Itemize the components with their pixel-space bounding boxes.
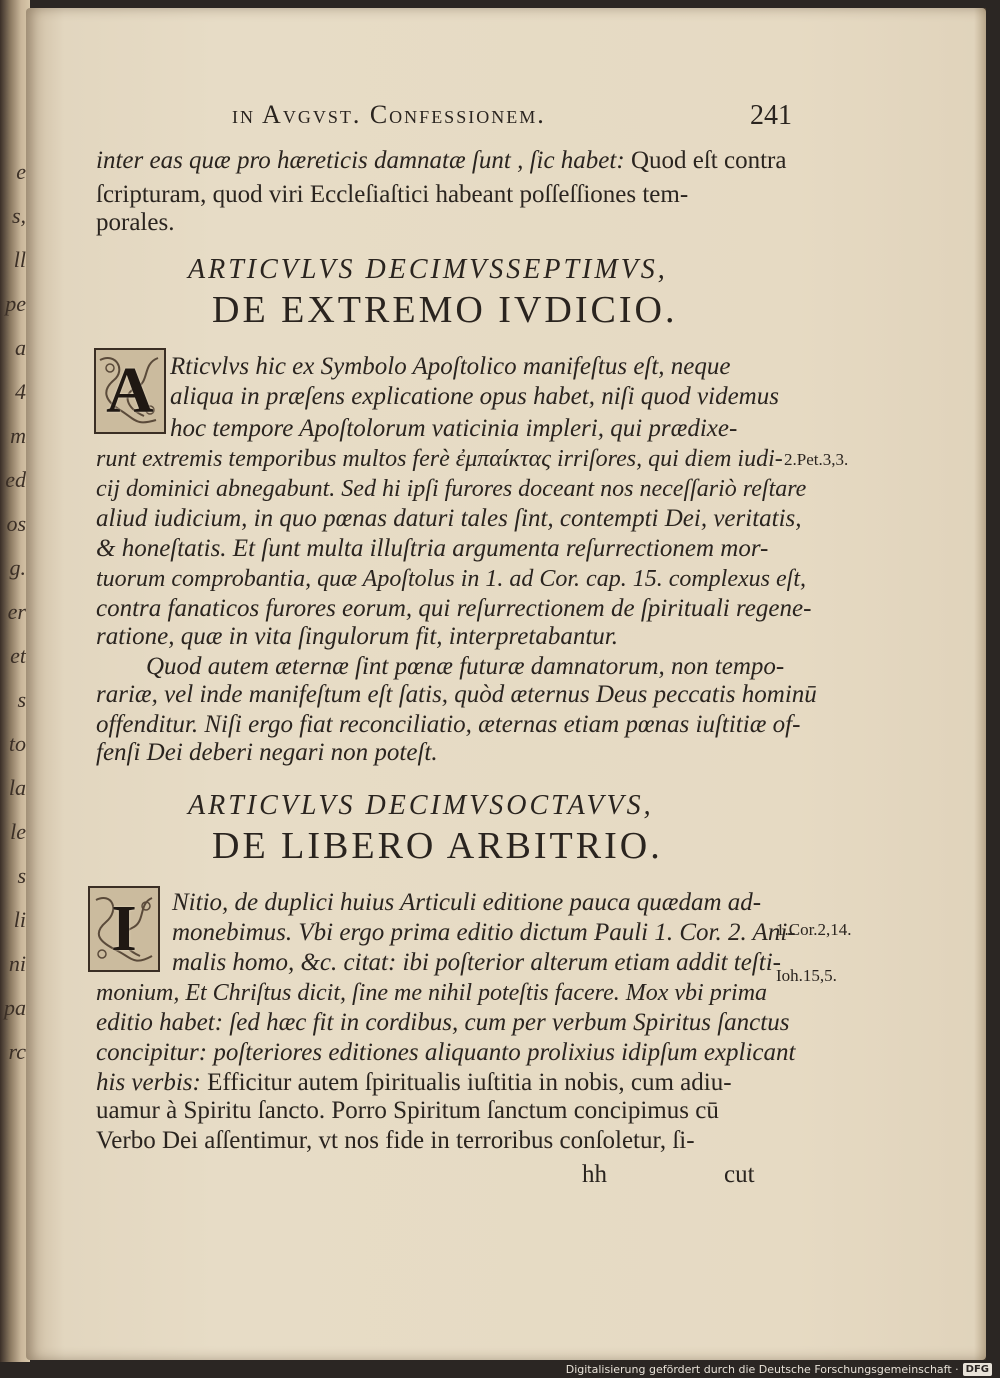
spine-fragment: et (10, 643, 26, 668)
text-line: fenſi Dei deberi negari non poteſt. (96, 739, 438, 766)
text-line: Quod autem æternæ ſint pœnæ futuræ damnatorum, non tempo- (146, 653, 785, 680)
text-line: his verbis: Efficitur autem ſpiritualis iuſtitia in nobis, cum adiu- (96, 1069, 732, 1096)
text-line: concipitur: poſteriores editiones aliquanto prolixius idipſum explicant (96, 1039, 796, 1066)
text-line: tuorum comprobantia, quæ Apoſtolus in 1. ad Cor. cap. 15. complexus eſt, (96, 566, 806, 592)
spine-fragment: ni (8, 951, 26, 976)
spine-fragment: li (13, 907, 26, 932)
spine-fragment: la (8, 775, 26, 800)
running-title: in Avgvst. Confessionem. (232, 100, 546, 129)
text-line: & honeſtatis. Et ſunt multa illuſtria argumenta reſurrectionem mor- (96, 535, 769, 562)
text-line: monebimus. Vbi ergo prima editio dictum Pauli 1. Cor. 2. Ani- (172, 919, 796, 946)
text-line: offenditur. Niſi ergo fiat reconciliatio, æternas etiam pœnas iuſtitiæ of- (96, 711, 801, 738)
spine-fragment: g. (9, 555, 26, 580)
spine-fragment: to (8, 731, 26, 756)
text-line: uamur à Spiritu ſancto. Porro Spiritum ſanctum concipimus cū (96, 1097, 719, 1124)
spine-fragment: s, (11, 203, 26, 228)
text-line: Rticvlvs hic ex Symbolo Apoſtolico manifeſtus eſt, neque (170, 353, 731, 380)
text-line: rariæ, vel inde manifeſtum eſt ſatis, quòd æternus Deus peccatis hominū (96, 681, 817, 708)
running-header (232, 100, 792, 131)
article-18-title: DE LIBERO ARBITRIO. (212, 825, 663, 867)
text-line: Verbo Dei aſſentimur, vt nos fide in terroribus conſoletur, ſi- (96, 1127, 695, 1154)
page-edge-shadow (974, 8, 986, 1360)
spine-fragment: m (10, 423, 26, 448)
spine-fragment: pe (5, 291, 26, 316)
text-line: hoc tempore Apoſtolorum vaticinia impleri, qui prædixe- (170, 415, 738, 442)
digitization-credit (566, 1363, 992, 1376)
article-18-subtitle: ARTICVLVS DECIMVSOCTAVVS, (188, 790, 654, 821)
text-line: editio habet: ſed hæc fit in cordibus, cum per verbum Spiritus ſanctus (96, 1009, 790, 1036)
margin-note: 1.Cor.2,14. (776, 920, 852, 939)
spine-fragment: ed (5, 467, 26, 492)
spine-fragment: ll (13, 247, 26, 272)
spine-fragment: rc (8, 1039, 26, 1064)
spine-fragment: e (16, 159, 26, 184)
article-17-title: DE EXTREMO IVDICIO. (212, 289, 678, 331)
text-line: aliud iudicium, in quo pœnas daturi tales ſint, contempti Dei, veritatis, (96, 505, 802, 532)
text-line: porales. (96, 209, 175, 236)
text-line: Nitio, de duplici huius Articuli editione pauca quædam ad- (172, 889, 762, 916)
catchword: cut (724, 1161, 755, 1188)
credit-text: Digitalisierung gefördert durch die Deutsche Forschungsgemeinschaft · (565, 1363, 959, 1376)
text-line: monium, Et Chriſtus dicit, ſine me nihil poteſtis facere. Mox vbi prima (96, 980, 768, 1006)
text-line: ſcripturam, quod viri Eccleſiaſtici habeant poſſeſſiones tem- (96, 181, 689, 208)
adjacent-page-fragments (2, 150, 26, 1074)
spine-fragment: s (17, 863, 26, 888)
decorated-initial-i (88, 886, 160, 972)
dfg-logo: DFG (963, 1363, 992, 1376)
decorated-initial-a (94, 348, 166, 434)
text-line: cij dominici abnegabunt. Sed hi ipſi furores doceant nos neceſſariò reſtare (96, 476, 807, 502)
text-line: contra fanaticos furores eorum, qui reſurrectionem de ſpirituali regene- (96, 595, 812, 622)
spine-fragment: pa (4, 995, 26, 1020)
page-number: 241 (750, 100, 792, 131)
text-line: ratione, quæ in vita ſingulorum fit, interpretabantur. (96, 623, 618, 650)
spine-fragment: le (10, 819, 26, 844)
initial-letter: A (106, 354, 154, 427)
spine-fragment: er (7, 599, 26, 624)
initial-letter: I (111, 892, 137, 965)
margin-note: 2.Pet.3,3. (784, 450, 849, 469)
text-line: malis homo, &c. citat: ibi poſterior alterum etiam addit teſti- (172, 949, 781, 976)
margin-note: Ioh.15,5. (776, 966, 837, 985)
spine-fragment: 4 (15, 379, 26, 404)
text-line: aliqua in præſens explicatione opus habet, niſi quod videmus (170, 383, 779, 410)
spine-fragment: a (15, 335, 26, 360)
spine-fragment: os (6, 511, 26, 536)
spine-fragment: s (17, 687, 26, 712)
signature-mark: hh (582, 1161, 607, 1188)
article-17-subtitle: ARTICVLVS DECIMVSSEPTIMVS, (188, 254, 668, 285)
text-line: runt extremis temporibus multos ferè ἐμπαίκτας irriſores, qui diem iudi- (96, 446, 783, 472)
text-line: inter eas quæ pro hæreticis damnatæ ſunt , ſic habet: Quod eſt contra (96, 147, 787, 174)
